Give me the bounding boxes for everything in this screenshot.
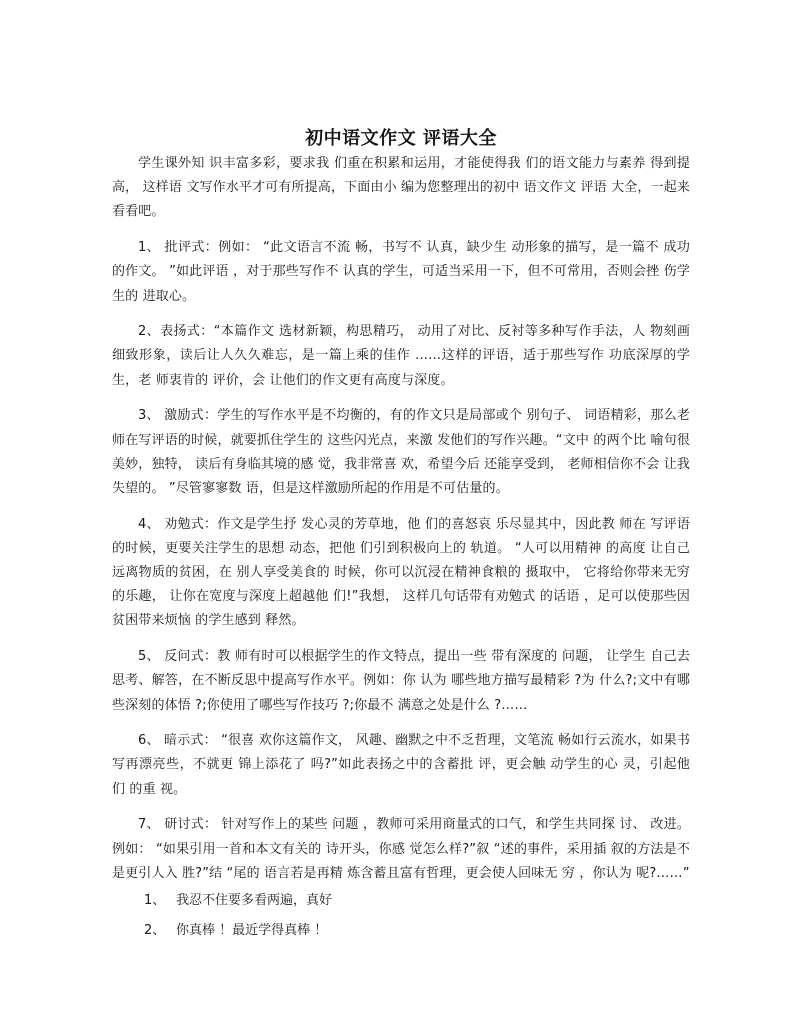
document-title: 初中语文作文 评语大全 [305, 128, 497, 149]
section-criticism: 1、 批评式：例如： “此文语言不流 畅，书写不 认真，缺少生 动形象的描写，是一篇不 成功的作文。 ”如此评语 ，对于那些写作不 认真的学生，可适当采用一下，但不可常用，否则会挫 伤学生的 进取心。 [112, 240, 690, 304]
comment-text: 我忍不住要多看两遍，真好 [176, 893, 333, 908]
comment-text: 你真棒 ！最近学得真棒 ！ [176, 923, 328, 938]
intro-paragraph: 学生课外知 识丰富多彩，要求我 们重在积累和运用，才能使得我 们的语文能力与素养 得到提高， 这样语 文写作水平才可有所提高，下面由小 编为您整理出的初中 语文作文 评语 大全，一起来看看吧。 [112, 156, 690, 220]
document-body [112, 126, 690, 897]
comment-item [144, 889, 332, 919]
comment-number: 1、 [144, 893, 166, 908]
comment-list [144, 889, 332, 949]
section-exhortation: 4、 劝勉式：作文是学生抒 发心灵的芳草地，他 们的喜怒哀 乐尽显其中，因此教 师在 写评语的时候，更要关注学生的思想 动态，把他 们引到积极向上的 轨道。 “人可以用精神 的高度 让自己远离物质的贫困，在 别人享受美食的 时候，你可以沉浸在精神食粮的 摄取中， 它将给你带来无穷的乐趣， 让你在宽度与深度上超越他 们!”我想， 这样几句话带有劝勉式 的话语 ，足可以使那些因 贫困带来烦恼 的学生感到 释然。 [112, 516, 690, 629]
section-implicit: 6、 暗示式： “很喜 欢你这篇作文， 风趣、幽默之中不乏哲理，文笔流 畅如行云流水，如果书写再漂亮些，不就更 锦上添花了 吗?”如此表扬之中的含蓄批 评，更会触 动学生的心 灵，引起他 们 的重 视。 [112, 733, 690, 797]
comment-number: 2、 [144, 923, 166, 938]
section-encouragement: 3、 激励式：学生的写作水平是不均衡的，有的作文只是局部或个 别句子、 词语精彩，那么老师在写评语的时候，就要抓住学生的 这些闪光点，来激 发他们的写作兴趣。“文中 的两个比 喻句很美妙，独特， 读后有身临其境的感 觉，我非常喜 欢，希望今后 还能享受到， 老师相信你不会 让我失望的。 ”尽管寥寥数 语，但是这样激励所起的作用是不可估量的。 [112, 408, 690, 496]
section-rhetorical: 5、 反问式：教 师有时可以根据学生的作文特点，提出一些 带有深度的 问题， 让学生 自己去思考、解答，在不断反思中提高写作水平。例如：你 认为 哪些地方描写最精彩 ?为 什么?;文中有哪些深刻的体悟 ?;你使用了哪些写作技巧 ?;你最不 满意之处是什么 ?…… [112, 649, 690, 713]
section-praise: 2、表扬式：“本篇作文 选材新颖，构思精巧， 动用了对比、反衬等多种写作手法，人 物刻画细致形象，读后让人久久难忘，是一篇上乘的佳作 ……这样的评语，适于那些写作 功底深厚的学生，老 师衷肯的 评价，会 让他们的作文更有高度与深度。 [112, 324, 690, 388]
section-discussion: 7、 研讨式： 针对写作上的某些 问题 ，教师可采用商量式的口气，和学生共同探 讨、 改进。例如： “如果引用一首和本文有关的 诗开头，你感 觉怎么样?”叙 “述的事件，采用插 叙的方法是不是更引人入 胜?”结 “尾的 语言若是再精 炼含蓄且富有哲理，更会使人回味无 穷 ，你认为 呢?……” [112, 817, 690, 881]
comment-item [144, 919, 332, 949]
